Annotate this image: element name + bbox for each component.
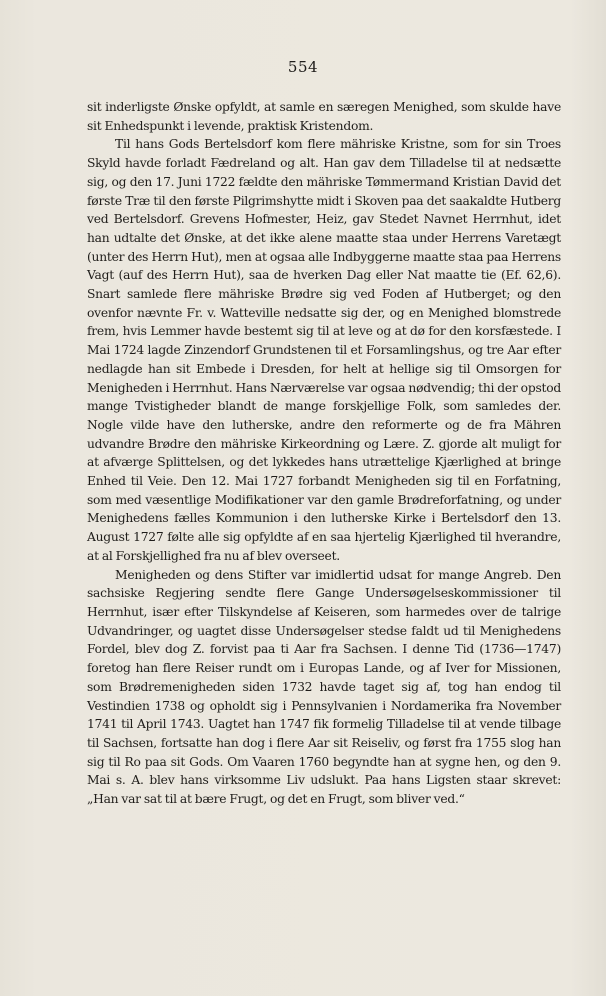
page-number: 554 — [287, 58, 319, 76]
body-text — [87, 98, 561, 809]
paragraph: Menigheden og dens Stifter var imidlertid udsat for mange Angreb. Den sachsiske Regjering sendte flere Gange Undersøgelseskommissioner til Herrnhut, især efter Tilskyndelse af Keiseren, som harmedes over de talrige Udvandringer, og uagtet disse Undersøgelser stedse faldt ud til Menighedens Fordel, blev dog Z. forvist paa ti Aar fra Sachsen. I denne Tid (1736—1747) foretog han flere Reiser rundt om i Europas Lande, og af Iver for Missionen, som Brødremenigheden siden 1732 havde taget sig af, tog han endog til Vestindien 1738 og opholdt sig i Pennsylvanien i Nordamerika fra November 1741 til April 1743. Uagtet han 1747 fik formelig Tilladelse til at vende tilbage til Sachsen, fortsatte han dog i flere Aar sit Reiseliv, og først fra 1755 slog han sig til Ro paa sit Gods. Om Vaaren 1760 begyndte han at sygne hen, og den 9. Mai s. A. blev hans virksomme Liv udslukt. Paa hans Ligsten staar skrevet: „Han var sat til at bære Frugt, og det en Frugt, som bliver ved.“ — [87, 567, 561, 807]
paragraph: sit inderligste Ønske opfyldt, at samle en særegen Menighed, som skulde have sit Enhedspunkt i levende, praktisk Kristendom. — [87, 100, 561, 133]
paragraph: Til hans Gods Bertelsdorf kom flere mähriske Kristne, som for sin Troes Skyld havde forladt Fædreland og alt. Han gav dem Tilladelse til at nedsætte sig, og den 17. Juni 1722 fældte den mähriske Tømmermand Kristian David det første Træ til den første Pilgrimshytte midt i Skoven paa det saakaldte Hutberg ved Bertelsdorf. Grevens Hofmester, Heiz, gav Stedet Navnet Herrnhut, idet han udtalte det Ønske, at det ikke alene maatte staa under Herrens Varetægt (unter des Herrn Hut), men at ogsaa alle Indbyggerne maatte staa paa Herrens Vagt (auf des Herrn Hut), saa de hverken Dag eller Nat maatte tie (Ef. 62,6). Snart samlede flere mähriske Brødre sig ved Foden af Hutberget; og den ovenfor nævnte Fr. v. Watteville nedsatte sig der, og en Menighed blomstrede frem, hvis Lemmer havde bestemt sig til at leve og at dø for den korsfæstede. I Mai 1724 lagde Zinzendorf Grundstenen til et Forsamlingshus, og tre Aar efter nedlagde han sit Embede i Dresden, for helt at hellige sig til Omsorgen for Menigheden i Herrnhut. Hans Nærværelse var ogsaa nødvendig; thi der opstod mange Tvistigheder blandt de mange forskjellige Folk, som samledes der. Nogle vilde have den lutherske, andre den reformerte og de fra Mähren udvandre Brødre den mähriske Kirkeordning og Lære. Z. gjorde alt muligt for at afværge Splittelsen, og det lykkedes hans utrættelige Kjærlighed at bringe Enhed til Veie. Den 12. Mai 1727 forbandt Menigheden sig til en Forfatning, som med væsentlige Modifikationer var den gamle Brødreforfatning, og under Menighedens fælles Kommunion i den lutherske Kirke i Bertelsdorf den 13. August 1727 følte alle sig opfyldte af en saa hjertelig Kjærlighed til hverandre, at al Forskjellighed fra nu af blev overseet. — [87, 137, 561, 563]
